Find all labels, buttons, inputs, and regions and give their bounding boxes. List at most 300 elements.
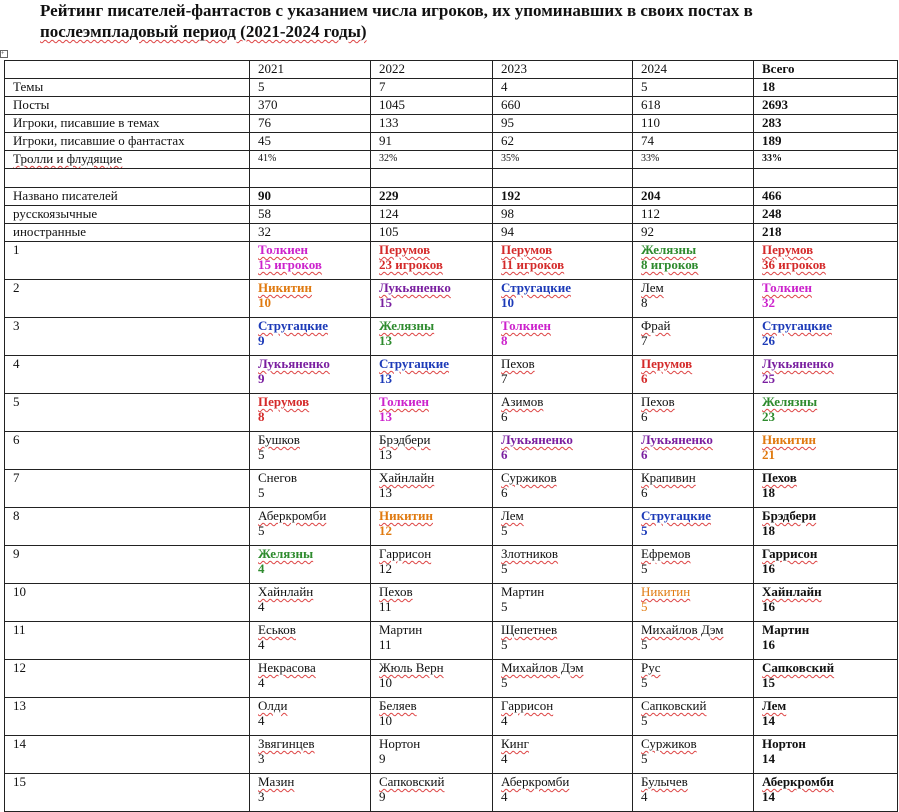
writer-name [258,774,364,789]
writer-cell [633,584,754,622]
writer-name [762,774,891,789]
stat-total-cell: 33% [754,151,898,169]
rating-table-body [5,61,898,812]
stat-cell: 45 [250,133,371,151]
writer-name-text: Лем [641,280,664,295]
writer-name-text: Нортон [379,736,421,751]
writer-count: 14 [762,713,775,728]
writer-name [762,280,891,295]
stat-row [5,206,898,224]
writer-name [258,356,364,371]
writer-name-text: Лукьяненко [641,432,713,447]
writer-name [762,622,891,637]
writer-name-text: Лукьяненко [379,280,451,295]
writer-name-text: Перумов [501,242,553,257]
stat-label [5,151,250,169]
writer-count: 5 [641,675,648,690]
writer-name-text: Толкиен [762,280,812,295]
stat-label-text: русскоязычные [13,206,98,221]
writer-name-text: Гаррисон [379,546,432,561]
writer-name [501,622,626,637]
ranking-row [5,508,898,546]
writer-cell [371,698,493,736]
writer-cell [633,508,754,546]
rank-number: 1 [5,242,250,280]
rank-number: 15 [5,774,250,812]
writer-cell [371,242,493,280]
writer-cell [493,584,633,622]
writer-name [258,280,364,295]
writer-cell [371,736,493,774]
writer-cell [371,394,493,432]
stat-row [5,97,898,115]
rank-number: 2 [5,280,250,318]
writer-name [258,584,364,599]
title-line-2-text: послеэмпладовый период (2021-2024 годы) [40,22,367,41]
stat-cell: 7 [371,79,493,97]
writer-count: 5 [258,447,265,462]
writer-name-text: Лукьяненко [258,356,330,371]
writer-name-text: Брэдбери [379,432,431,447]
writer-name [501,356,626,371]
writer-count: 4 [258,675,265,690]
writer-cell [250,546,371,584]
writer-name [379,470,486,485]
stat-cell: 133 [371,115,493,133]
stat-cell: 94 [493,224,633,242]
writer-count: 6 [501,485,508,500]
writer-count: 4 [501,713,508,728]
writer-cell [493,356,633,394]
writer-name [762,242,891,257]
writer-name-text: Злотников [501,546,559,561]
stat-cell: 90 [250,188,371,206]
writer-name-text: Перумов [641,356,693,371]
writer-cell [754,470,898,508]
writer-name [641,774,747,789]
writer-cell [250,394,371,432]
writer-name-text: Желязны [258,546,314,561]
writer-count: 6 [501,447,508,462]
writer-name [641,660,747,675]
writer-count [501,257,626,272]
writer-name [379,546,486,561]
writer-name [762,394,891,409]
writer-cell [250,584,371,622]
table-move-handle[interactable]: + [0,50,8,58]
writer-name-text: Стругацкие [258,318,328,333]
writer-cell [754,394,898,432]
stat-cell: 1045 [371,97,493,115]
writer-name [501,280,626,295]
writer-cell [371,622,493,660]
writer-name [762,356,891,371]
writer-name-text: Толкиен [501,318,551,333]
writer-count: 5 [501,561,508,576]
writer-cell [754,356,898,394]
writer-count: 4 [501,751,508,766]
writer-cell [250,280,371,318]
writer-name [501,660,626,675]
writer-name [641,318,747,333]
writer-count: 8 [258,409,265,424]
writer-name-text: Мазин [258,774,295,789]
stat-cell: 95 [493,115,633,133]
writer-name-text: Беляев [379,698,417,713]
writer-count: 4 [258,713,265,728]
stat-total-cell: 189 [754,133,898,151]
writer-count: 11 [379,599,392,614]
stat-row [5,224,898,242]
writer-name [762,698,891,713]
writer-cell [493,318,633,356]
writer-name-text: Еськов [258,622,296,637]
stat-label-text: Посты [13,97,50,112]
writer-cell [633,470,754,508]
stat-label [5,224,250,242]
writer-name-text: Суржиков [501,470,557,485]
writer-name [501,736,626,751]
stat-cell: 32% [371,151,493,169]
writer-cell [371,584,493,622]
rank-number: 14 [5,736,250,774]
spacer-cell [493,169,633,188]
stat-label [5,188,250,206]
writer-name [379,584,486,599]
writer-name-text: Мартин [501,584,545,599]
writer-name-text: Аберкромби [501,774,570,789]
writer-cell [250,470,371,508]
stat-cell: 370 [250,97,371,115]
spacer-cell [371,169,493,188]
writer-name-text: Хайнлайн [379,470,435,485]
writer-count: 5 [501,599,508,614]
writer-name-text: Хайнлайн [762,584,822,599]
writer-name-text: Пехов [379,584,413,599]
writer-cell [633,698,754,736]
writer-count: 5 [641,637,648,652]
writer-cell [633,660,754,698]
writer-count-text: 23 игроков [379,257,443,272]
writer-cell [754,318,898,356]
writer-name [501,318,626,333]
writer-count: 13 [379,371,392,386]
writer-count: 8 [501,333,508,348]
stat-cell: 660 [493,97,633,115]
writer-name [501,242,626,257]
writer-cell [754,584,898,622]
writer-cell [250,318,371,356]
writer-name-text: Михайлов Дэм [641,622,724,637]
writer-name-text: Пехов [501,356,535,371]
writer-name [379,508,486,523]
writer-name-text: Гаррисон [762,546,818,561]
writer-cell [371,432,493,470]
stat-cell: 229 [371,188,493,206]
stat-cell: 618 [633,97,754,115]
writer-cell [493,546,633,584]
writer-name [379,394,486,409]
writer-count: 21 [762,447,775,462]
writer-name-text: Желязны [379,318,435,333]
writer-name [641,584,747,599]
writer-name-text: Лем [762,698,787,713]
writer-cell [754,698,898,736]
header-cell: 2024 [633,61,754,79]
stat-label-text: Игроки, писавшие в темах [13,115,160,130]
writer-count: 6 [501,409,508,424]
writer-name-text: Звягинцев [258,736,315,751]
writer-count: 6 [641,371,648,386]
writer-count: 6 [641,447,648,462]
writer-cell [754,546,898,584]
writer-count [379,257,486,272]
writer-cell [633,318,754,356]
stat-cell: 62 [493,133,633,151]
writer-count: 4 [258,599,265,614]
writer-name-text: Пехов [641,394,675,409]
writer-count: 23 [762,409,775,424]
writer-name-text: Кинг [501,736,529,751]
writer-cell [754,774,898,812]
writer-count: 9 [258,333,265,348]
writer-name-text: Стругацкие [762,318,832,333]
writer-count: 4 [501,789,508,804]
writer-name [501,432,626,447]
writer-name-text: Жюль Верн [379,660,444,675]
writer-name-text: Аберкромби [258,508,327,523]
writer-count: 14 [762,789,775,804]
writer-name-text: Гаррисон [501,698,554,713]
writer-count: 9 [379,751,386,766]
writer-cell [633,394,754,432]
writer-count: 9 [258,371,265,386]
ranking-row [5,736,898,774]
writer-count: 10 [379,713,392,728]
stat-label [5,133,250,151]
title-line-2 [40,21,880,42]
writer-name-text: Рус [641,660,661,675]
writer-count [641,257,747,272]
writer-count-text: 8 игроков [641,257,699,272]
writer-name [258,698,364,713]
writer-name-text: Никитин [379,508,433,523]
writer-name [641,432,747,447]
stat-cell: 41% [250,151,371,169]
writer-cell [371,280,493,318]
writer-name-text: Снегов [258,470,298,485]
writer-cell [754,736,898,774]
ranking-row [5,280,898,318]
spacer-cell [250,169,371,188]
writer-name [258,546,364,561]
writer-name-text: Сапковский [762,660,835,675]
writer-name-text: Фрай [641,318,671,333]
writer-cell [493,280,633,318]
stat-cell: 105 [371,224,493,242]
writer-cell [250,660,371,698]
writer-cell [754,432,898,470]
stat-label [5,97,250,115]
writer-name-text: Суржиков [641,736,697,751]
writer-count: 5 [641,523,648,538]
writer-name-text: Перумов [762,242,814,257]
rank-number: 4 [5,356,250,394]
ranking-row [5,660,898,698]
writer-name [762,508,891,523]
stat-label [5,115,250,133]
writer-count: 5 [501,637,508,652]
writer-name [258,622,364,637]
writer-count: 13 [379,409,392,424]
writer-name [762,318,891,333]
writer-count: 5 [258,485,265,500]
writer-name-text: Пехов [762,470,797,485]
writer-name [501,774,626,789]
writer-name-text: Толкиен [258,242,308,257]
writer-name-text: Перумов [258,394,310,409]
writer-name [258,508,364,523]
writer-count: 5 [641,561,648,576]
writer-name-text: Булычев [641,774,688,789]
writer-cell [633,622,754,660]
page-title [40,0,880,42]
stat-total-cell: 248 [754,206,898,224]
writer-name [379,318,486,333]
writer-count: 12 [379,561,392,576]
writer-name-text: Мартин [379,622,423,637]
writer-cell [754,242,898,280]
stat-label [5,206,250,224]
stat-total-cell: 218 [754,224,898,242]
stat-total-cell: 283 [754,115,898,133]
writer-count: 13 [379,333,392,348]
ranking-row [5,622,898,660]
writer-count-text: 36 игроков [762,257,826,272]
ranking-row [5,318,898,356]
writer-count: 18 [762,485,775,500]
writer-count: 7 [641,333,648,348]
rank-number: 11 [5,622,250,660]
stat-total-cell: 18 [754,79,898,97]
header-cell: 2022 [371,61,493,79]
writer-cell [493,432,633,470]
writer-cell [493,394,633,432]
writer-cell [633,280,754,318]
stat-cell: 92 [633,224,754,242]
writer-cell [371,470,493,508]
writer-name [762,546,891,561]
writer-cell [633,546,754,584]
stat-cell: 35% [493,151,633,169]
writer-count: 25 [762,371,775,386]
writer-name [641,280,747,295]
ranking-row [5,584,898,622]
writer-name-text: Олди [258,698,288,713]
writer-count: 32 [762,295,775,310]
rank-number: 9 [5,546,250,584]
writer-cell [371,774,493,812]
writer-name-text: Желязны [762,394,818,409]
stat-label-text: иностранные [13,224,87,239]
writer-count: 26 [762,333,775,348]
rank-number: 7 [5,470,250,508]
stat-cell: 76 [250,115,371,133]
rank-number: 12 [5,660,250,698]
writer-name [379,432,486,447]
ranking-row [5,242,898,280]
writer-count: 15 [762,675,775,690]
stat-cell: 204 [633,188,754,206]
writer-count [762,257,891,272]
writer-count: 6 [641,485,648,500]
stat-cell: 110 [633,115,754,133]
writer-count: 10 [379,675,392,690]
writer-name [501,470,626,485]
rank-number: 13 [5,698,250,736]
rank-number: 5 [5,394,250,432]
writer-cell [493,508,633,546]
writer-cell [250,508,371,546]
writer-name-text: Стругацкие [379,356,449,371]
writer-name [258,432,364,447]
stat-cell: 74 [633,133,754,151]
writer-count: 8 [641,295,648,310]
stat-cell: 192 [493,188,633,206]
writer-cell [250,356,371,394]
stat-label-text: Названо писателей [13,188,118,203]
writer-name [379,774,486,789]
writer-cell [371,356,493,394]
writer-name [379,242,486,257]
writer-count: 9 [379,789,386,804]
stat-total-cell: 466 [754,188,898,206]
writer-count: 3 [258,789,265,804]
writer-name-text: Михайлов Дэм [501,660,584,675]
writer-count: 5 [641,713,648,728]
writer-name-text: Бушков [258,432,300,447]
writer-name [641,242,747,257]
writer-cell [250,774,371,812]
writer-cell [250,698,371,736]
writer-cell [493,622,633,660]
writer-name [379,356,486,371]
writer-name [258,470,364,485]
writer-count: 5 [258,523,265,538]
writer-count: 4 [258,637,265,652]
writer-name-text: Нортон [762,736,806,751]
writer-cell [493,774,633,812]
header-row [5,61,898,79]
writer-cell [371,660,493,698]
writer-cell [754,622,898,660]
stat-row [5,115,898,133]
writer-name [641,394,747,409]
writer-count: 13 [379,447,392,462]
writer-name-text: Хайнлайн [258,584,314,599]
ranking-row [5,546,898,584]
stat-cell: 124 [371,206,493,224]
writer-cell [633,774,754,812]
writer-name-text: Сапковский [379,774,445,789]
writer-name-text: Перумов [379,242,431,257]
spacer-cell [5,169,250,188]
stat-total-cell: 2693 [754,97,898,115]
ranking-row [5,698,898,736]
writer-name [258,660,364,675]
writer-cell [633,242,754,280]
writer-name-text: Желязны [641,242,697,257]
